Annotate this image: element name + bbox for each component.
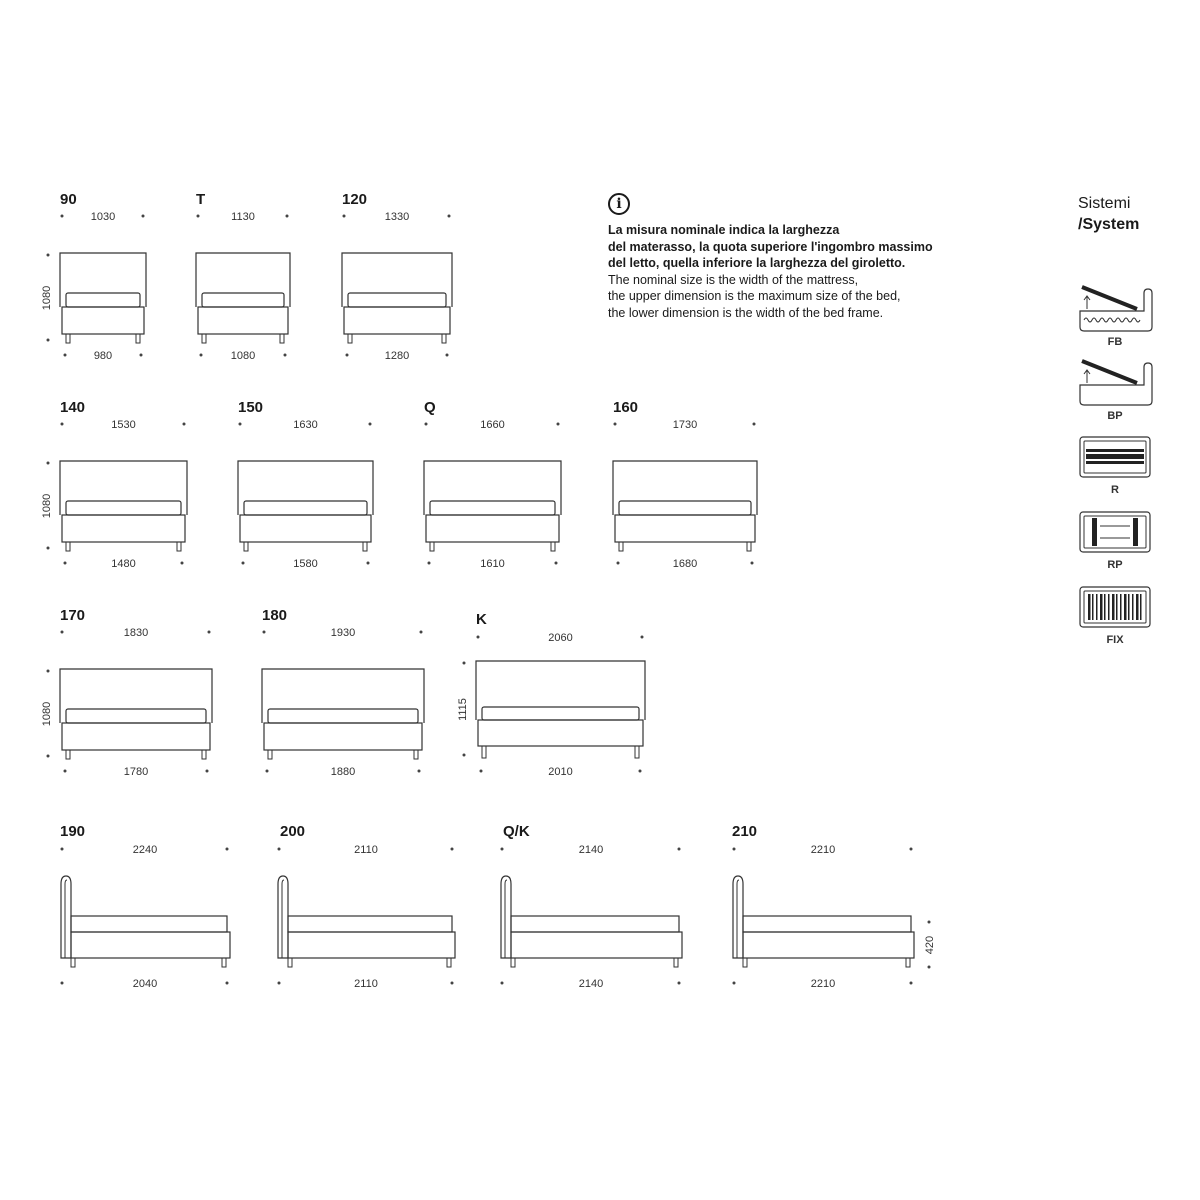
bed-bK [457, 611, 645, 778]
dimension-dot [557, 423, 560, 426]
systems-title [1078, 193, 1139, 235]
dimension-dot [142, 215, 145, 218]
headboard [196, 253, 290, 307]
storage-lift-wave-icon [1080, 287, 1152, 348]
slat [1116, 594, 1118, 620]
bed-foot [136, 334, 140, 343]
headboard-padding-line [65, 880, 67, 958]
slat [1112, 594, 1115, 620]
dimension-dot [181, 562, 184, 565]
top-dimension: 1530 [111, 419, 136, 431]
system-code: FB [1107, 336, 1123, 348]
bed-foot [71, 958, 75, 967]
bottom-dimension: 1080 [230, 350, 256, 362]
bed-frame [743, 932, 914, 958]
dimension-dot [61, 215, 64, 218]
bed-b200 [278, 823, 456, 990]
dimension-dot [463, 662, 466, 665]
bed-foot [551, 542, 555, 551]
top-dimension: 2110 [354, 844, 378, 856]
bed-foot [482, 746, 486, 758]
size-label: 190 [60, 823, 86, 840]
bed-foot [747, 542, 751, 551]
dimension-dot [47, 755, 50, 758]
top-dimension: 2060 [548, 632, 573, 644]
dimension-dot [928, 966, 931, 969]
top-dimension: 1030 [90, 211, 116, 223]
bed-frame [62, 307, 144, 334]
mattress [202, 293, 284, 307]
mattress [288, 916, 452, 932]
bed-b90 [41, 191, 146, 362]
slat [1120, 594, 1122, 620]
dimension-dot [480, 770, 483, 773]
bottom-dimension: 2110 [354, 978, 378, 990]
dimension-dot [47, 462, 50, 465]
dimension-dot [278, 848, 281, 851]
lift-lid [1082, 287, 1137, 309]
headboard-side [278, 876, 288, 958]
size-label: 120 [342, 191, 368, 208]
bed-b180 [262, 607, 424, 778]
headboard-side [61, 876, 71, 958]
size-label: 150 [238, 399, 264, 416]
bed-b160 [613, 399, 757, 570]
dimension-dot [733, 982, 736, 985]
mattress [482, 707, 639, 720]
dimension-dot [448, 215, 451, 218]
bed-foot [447, 958, 451, 967]
dimension-dot [64, 770, 67, 773]
dimension-dot [555, 562, 558, 565]
bed-foot [430, 542, 434, 551]
headboard-padding-line [505, 880, 507, 958]
bed-frame [62, 723, 210, 750]
bed-b150 [238, 399, 373, 570]
dimension-dot [367, 562, 370, 565]
dimension-dot [263, 631, 266, 634]
headboard [424, 461, 561, 515]
dimension-dot [284, 354, 287, 357]
top-dimension: 2210 [810, 844, 836, 856]
size-label: 140 [60, 399, 86, 416]
bed-foot [348, 334, 352, 343]
system-code: FIX [1106, 634, 1124, 646]
slat [1132, 594, 1134, 620]
dimension-dot [639, 770, 642, 773]
dimension-dot [278, 982, 281, 985]
bed-frame [478, 720, 643, 746]
bed-foot [66, 750, 70, 759]
bed-foot [202, 750, 206, 759]
headboard-padding-line [737, 880, 739, 958]
size-label: T [196, 191, 206, 208]
headboard [262, 669, 424, 723]
headboard [60, 461, 187, 515]
mattress [66, 709, 206, 723]
bed-body [1080, 289, 1152, 331]
bed-foot [906, 958, 910, 967]
dimension-dot [501, 848, 504, 851]
dimension-dot [346, 354, 349, 357]
dimension-dot [61, 631, 64, 634]
size-label: 180 [262, 607, 288, 624]
top-dimension: 2240 [132, 844, 158, 856]
height-dimension: 420 [924, 935, 936, 955]
bed-frame [62, 515, 185, 542]
headboard-side [733, 876, 743, 958]
system-code: BP [1107, 410, 1123, 422]
dimension-dot [451, 848, 454, 851]
dimension-dot [200, 354, 203, 357]
slat-frame-vertical-icon [1080, 512, 1150, 571]
bottom-dimension: 1480 [111, 558, 136, 570]
slat [1086, 461, 1144, 464]
info-plain-line: the lower dimension is the width of the bed frame. [608, 305, 884, 320]
bottom-dimension: 1680 [672, 558, 698, 570]
slat [1124, 594, 1127, 620]
height-dimension: 1080 [41, 493, 53, 519]
dimension-dot [733, 848, 736, 851]
mattress [743, 916, 911, 932]
mattress [268, 709, 418, 723]
bed-foot [414, 750, 418, 759]
bed-frame [71, 932, 230, 958]
slat [1100, 594, 1103, 620]
bottom-dimension: 2040 [132, 978, 158, 990]
bed-bT [196, 191, 290, 362]
slat [1128, 594, 1130, 620]
bed-frame [426, 515, 559, 542]
size-label: 200 [280, 823, 306, 840]
top-dimension: 1330 [384, 211, 410, 223]
info-bold-line: La misura nominale indica la larghezza [608, 223, 840, 237]
slat [1092, 518, 1097, 546]
slat [1133, 518, 1138, 546]
dimension-dot [418, 770, 421, 773]
bed-foot [280, 334, 284, 343]
slat [1086, 449, 1144, 452]
height-dimension: 1080 [41, 285, 53, 311]
dimension-dot [928, 921, 931, 924]
system-code: RP [1107, 559, 1123, 571]
slat [1088, 594, 1091, 620]
dimension-dot [343, 215, 346, 218]
dimension-dot [47, 670, 50, 673]
dimension-dot [226, 982, 229, 985]
slat [1136, 594, 1139, 620]
bottom-dimension: 1580 [293, 558, 318, 570]
info-plain-line: The nominal size is the width of the mattress, [608, 272, 859, 287]
height-dimension: 1080 [41, 701, 53, 727]
bed-frame [264, 723, 422, 750]
bed-foot [244, 542, 248, 551]
bed-bQK [501, 823, 683, 990]
top-dimension: 1830 [123, 627, 149, 639]
lift-lid [1082, 361, 1137, 383]
bed-foot [222, 958, 226, 967]
dimension-dot [477, 636, 480, 639]
bed-b190 [60, 823, 230, 990]
mattress [348, 293, 446, 307]
info-plain-line: the upper dimension is the maximum size of the bed, [608, 289, 901, 303]
top-dimension: 1130 [231, 211, 255, 223]
dimension-dot [369, 423, 372, 426]
bed-frame [511, 932, 682, 958]
size-label: Q/K [503, 823, 530, 840]
dimension-dot [751, 562, 754, 565]
dimension-dot [242, 562, 245, 565]
headboard-padding-line [282, 880, 284, 958]
bottom-dimension: 2140 [578, 978, 604, 990]
dimension-dot [61, 423, 64, 426]
bottom-dimension: 1280 [384, 350, 410, 362]
bed-foot [66, 334, 70, 343]
mattress [244, 501, 367, 515]
dimension-dot [910, 982, 913, 985]
bottom-dimension: 1610 [480, 558, 505, 570]
slat [1086, 454, 1144, 459]
dimension-dot [64, 562, 67, 565]
dimension-dot [425, 423, 428, 426]
headboard [476, 661, 645, 720]
mattress [66, 293, 140, 307]
dimension-dot [286, 215, 289, 218]
top-dimension: 1730 [672, 419, 698, 431]
mattress [511, 916, 679, 932]
slat [1104, 594, 1106, 620]
systems-title-line1: Sistemi [1078, 195, 1131, 212]
dimension-dot [641, 636, 644, 639]
dimension-dot [678, 848, 681, 851]
bed-foot [177, 542, 181, 551]
size-label: 210 [732, 823, 758, 840]
info-note [608, 193, 968, 321]
top-dimension: 1660 [480, 419, 505, 431]
dimension-dot [47, 254, 50, 257]
bottom-dimension: 980 [93, 350, 113, 362]
mattress [71, 916, 227, 932]
dimension-dot [753, 423, 756, 426]
dimension-dot [61, 982, 64, 985]
size-label: K [476, 611, 487, 628]
storage-lift-icon [1080, 361, 1152, 422]
mattress [619, 501, 751, 515]
systems-title-line2: /System [1078, 216, 1140, 233]
headboard [613, 461, 757, 515]
bottom-dimension: 2210 [810, 978, 836, 990]
headboard-side [501, 876, 511, 958]
dimension-dot [208, 631, 211, 634]
dimension-dot [451, 982, 454, 985]
bed-body [1080, 363, 1152, 405]
dimension-dot [910, 848, 913, 851]
dimension-dot [61, 848, 64, 851]
fixed-slat-frame-icon [1080, 587, 1150, 646]
dimension-dot [197, 215, 200, 218]
info-note-italian [608, 222, 968, 272]
slat [1108, 594, 1110, 620]
info-note-english [608, 272, 968, 322]
mattress [430, 501, 555, 515]
dimension-dot [614, 423, 617, 426]
info-bold-line: del letto, quella inferiore la larghezza del giroletto. [608, 256, 906, 270]
dimension-dot [226, 848, 229, 851]
dimension-dot [266, 770, 269, 773]
dimension-dot [678, 982, 681, 985]
top-dimension: 2140 [578, 844, 604, 856]
bed-frame [615, 515, 755, 542]
dimension-dot [47, 339, 50, 342]
bed-frame [344, 307, 450, 334]
bed-foot [674, 958, 678, 967]
bed-foot [363, 542, 367, 551]
size-label: 170 [60, 607, 86, 624]
bed-foot [66, 542, 70, 551]
dimension-dot [446, 354, 449, 357]
bed-foot [635, 746, 639, 758]
headboard [238, 461, 373, 515]
info-bold-line: del materasso, la quota superiore l'ingombro massimo [608, 239, 933, 254]
bottom-dimension: 1880 [330, 766, 356, 778]
bed-b210 [732, 823, 936, 990]
bottom-dimension: 1780 [123, 766, 149, 778]
bed-foot [268, 750, 272, 759]
wave-storage [1084, 318, 1140, 322]
info-icon: i [608, 193, 630, 215]
bed-b140 [41, 399, 187, 570]
dimension-dot [47, 547, 50, 550]
size-label: 160 [613, 399, 639, 416]
dimension-dot [501, 982, 504, 985]
height-dimension: 1115 [457, 698, 469, 721]
top-dimension: 1930 [330, 627, 356, 639]
bed-foot [743, 958, 747, 967]
slat [1096, 594, 1098, 620]
dimension-dot [428, 562, 431, 565]
headboard [60, 253, 146, 307]
headboard [342, 253, 452, 307]
bed-frame [198, 307, 288, 334]
dimension-dot [239, 423, 242, 426]
frame-outline [1080, 512, 1150, 552]
dimension-dot [206, 770, 209, 773]
headboard [60, 669, 212, 723]
slat-frame-horizontal-icon [1080, 437, 1150, 496]
bed-frame [288, 932, 455, 958]
bed-foot [202, 334, 206, 343]
dimension-dot [463, 754, 466, 757]
slat [1140, 594, 1142, 620]
system-code: R [1111, 484, 1119, 496]
top-dimension: 1630 [293, 419, 318, 431]
bed-foot [511, 958, 515, 967]
bottom-dimension: 2010 [548, 766, 573, 778]
size-label: Q [424, 399, 436, 416]
bed-b170 [41, 607, 212, 778]
bed-bQ [424, 399, 561, 570]
bed-foot [619, 542, 623, 551]
bed-b120 [342, 191, 452, 362]
dimension-dot [617, 562, 620, 565]
bed-frame [240, 515, 371, 542]
dimension-dot [183, 423, 186, 426]
mattress [66, 501, 181, 515]
dimension-dot [420, 631, 423, 634]
slat [1092, 594, 1094, 620]
size-label: 90 [60, 191, 77, 208]
bed-foot [288, 958, 292, 967]
bed-foot [442, 334, 446, 343]
dimension-dot [64, 354, 67, 357]
dimension-dot [140, 354, 143, 357]
